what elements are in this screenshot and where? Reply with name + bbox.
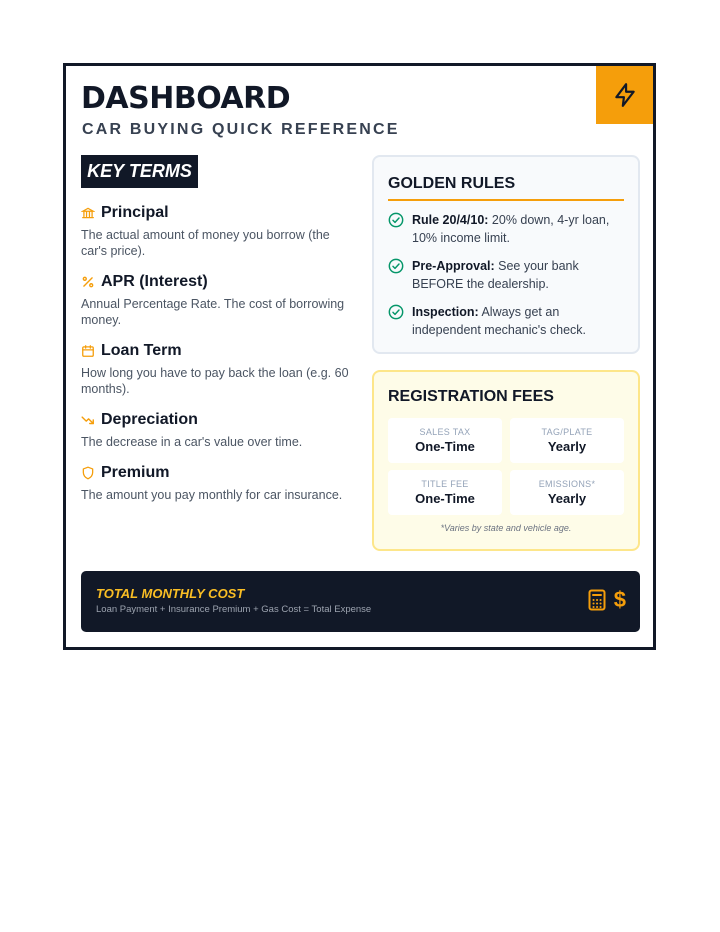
term-name: APR (Interest) xyxy=(101,273,208,290)
check-circle-icon xyxy=(388,304,404,320)
key-terms-heading: KEY TERMS xyxy=(81,155,198,188)
dashboard-card xyxy=(63,63,656,650)
rule-label: Rule 20/4/10: xyxy=(412,213,489,227)
term-item xyxy=(81,409,353,450)
rule-text: 20% down, 4-yr loan, 10% income limit. xyxy=(412,213,610,245)
term-item xyxy=(81,271,353,328)
total-title: TOTAL MONTHLY COST xyxy=(96,586,245,601)
term-item xyxy=(81,340,353,397)
golden-rules-panel xyxy=(372,155,640,354)
calendar-icon xyxy=(81,344,95,358)
fee-label: TITLE FEE xyxy=(421,479,469,489)
term-name: Loan Term xyxy=(101,342,182,359)
total-monthly-cost-bar xyxy=(81,571,640,632)
term-name: Depreciation xyxy=(101,411,198,428)
key-terms-list xyxy=(81,202,353,515)
trending-down-icon xyxy=(81,413,95,427)
term-description: The actual amount of money you borrow (the car's price). xyxy=(81,228,330,258)
rule-item xyxy=(388,257,624,293)
rule-text: Always get an independent mechanic's check. xyxy=(412,305,587,337)
lightning-badge xyxy=(596,66,653,124)
fee-cell-emissions xyxy=(510,470,624,515)
page-title: DASHBOARD xyxy=(81,81,291,116)
fee-label: TAG/PLATE xyxy=(541,427,593,437)
rule-item xyxy=(388,303,624,339)
dollar-icon: $ xyxy=(613,587,626,612)
bank-icon xyxy=(81,206,95,220)
calculator-icon xyxy=(588,589,606,611)
page-subtitle: CAR BUYING QUICK REFERENCE xyxy=(82,121,400,138)
fee-value: Yearly xyxy=(547,439,587,454)
shield-icon xyxy=(81,466,95,480)
rule-label: Inspection: xyxy=(412,305,479,319)
fees-footnote: *Varies by state and vehicle age. xyxy=(440,523,572,533)
total-formula: Loan Payment + Insurance Premium + Gas Cost = Total Expense xyxy=(96,604,372,615)
fee-cell-title-fee xyxy=(388,470,502,515)
rule-item xyxy=(388,211,624,247)
rule-text: See your bank BEFORE the dealership. xyxy=(412,259,579,291)
rule-label: Pre-Approval: xyxy=(412,259,495,273)
fee-value: One-Time xyxy=(415,491,475,506)
golden-rules-heading: GOLDEN RULES xyxy=(388,175,516,192)
fee-value: One-Time xyxy=(415,439,475,454)
term-description: Annual Percentage Rate. The cost of borrowing money. xyxy=(81,297,345,327)
check-circle-icon xyxy=(388,258,404,274)
percent-icon xyxy=(81,275,95,289)
registration-fees-heading: REGISTRATION FEES xyxy=(388,388,554,405)
fee-value: Yearly xyxy=(547,491,587,506)
fee-cell-sales-tax xyxy=(388,418,502,463)
term-description: The decrease in a car's value over time. xyxy=(81,435,303,449)
fee-cell-tag-plate xyxy=(510,418,624,463)
golden-rules-divider xyxy=(388,199,624,201)
lightning-bolt-icon xyxy=(612,81,638,109)
fee-label: SALES TAX xyxy=(419,427,471,437)
fee-label: EMISSIONS* xyxy=(538,479,596,489)
check-circle-icon xyxy=(388,212,404,228)
term-item xyxy=(81,462,353,503)
term-item xyxy=(81,202,353,259)
term-name: Principal xyxy=(101,204,169,221)
registration-fees-panel xyxy=(372,370,640,551)
term-description: The amount you pay monthly for car insurance. xyxy=(81,488,343,502)
term-name: Premium xyxy=(101,464,170,481)
term-description: How long you have to pay back the loan (e.g. 60 months). xyxy=(81,366,349,396)
